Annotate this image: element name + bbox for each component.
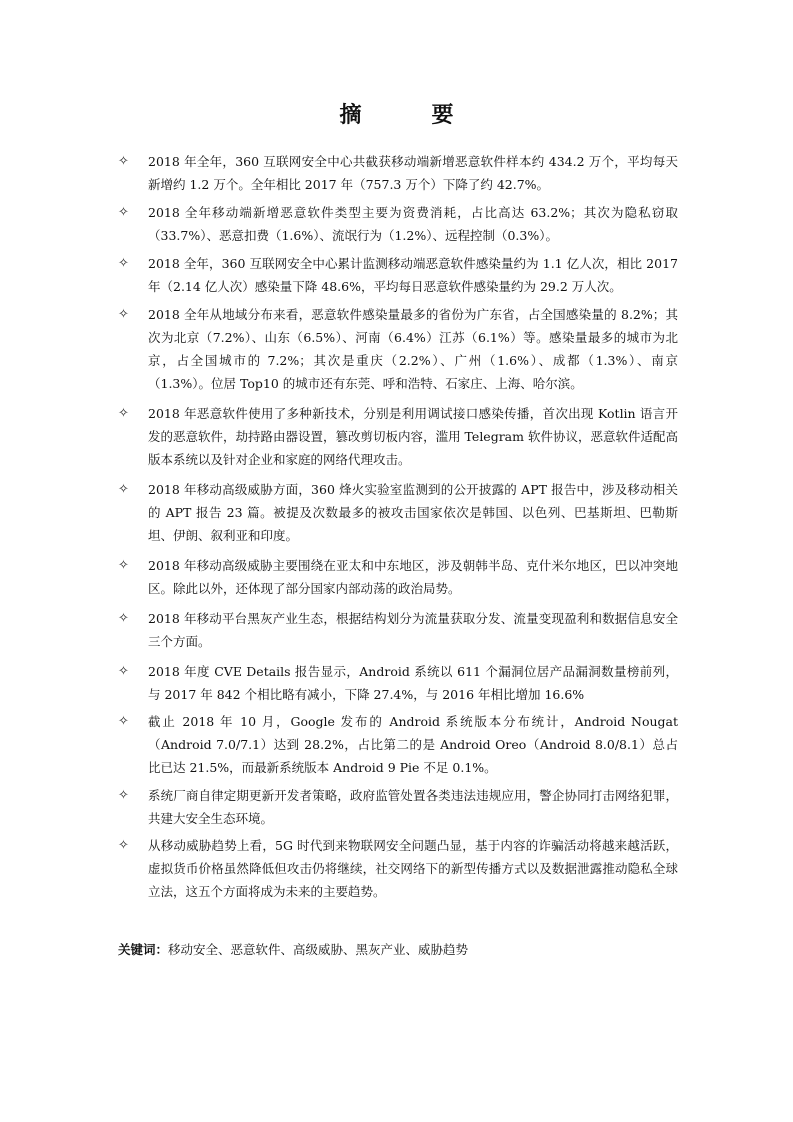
summary-item-text: 2018 年度 CVE Details 报告显示，Android 系统以 611 个漏洞位居产品漏洞数量榜前列，与 2017 年 842 个相比略有减小，下降 27.4%，与 2016 年相比增加 16.6% bbox=[148, 664, 678, 702]
summary-item bbox=[118, 834, 678, 903]
diamond-bullet-icon: ✧ bbox=[118, 406, 129, 421]
summary-item bbox=[118, 478, 678, 547]
diamond-bullet-icon: ✧ bbox=[118, 307, 129, 322]
summary-item bbox=[118, 150, 678, 196]
summary-item-text: 2018 全年移动端新增恶意软件类型主要为资费消耗，占比高达 63.2%；其次为隐私窃取（33.7%）、恶意扣费（1.6%）、流氓行为（1.2%）、远程控制（0.3%）。 bbox=[148, 205, 678, 243]
diamond-bullet-icon: ✧ bbox=[118, 558, 129, 573]
keywords-label: 关键词： bbox=[118, 942, 169, 957]
diamond-bullet-icon: ✧ bbox=[118, 482, 129, 497]
diamond-bullet-icon: ✧ bbox=[118, 154, 129, 169]
summary-item-text: 2018 年恶意软件使用了多种新技术，分别是利用调试接口感染传播，首次出现 Kotlin 语言开发的恶意软件，劫持路由器设置，篡改剪切板内容，滥用 Telegram 软件协议，恶意软件适配高版本系统以及针对企业和家庭的网络代理攻击。 bbox=[148, 406, 678, 467]
keywords-line bbox=[118, 938, 678, 961]
summary-item bbox=[118, 201, 678, 247]
summary-item-text: 2018 年移动平台黑灰产业生态，根据结构划分为流量获取分发、流量变现盈利和数据信息安全三个方面。 bbox=[148, 611, 678, 649]
summary-item-text: 从移动威胁趋势上看，5G 时代到来物联网安全问题凸显，基于内容的诈骗活动将越来越活跃，虚拟货币价格虽然降低但攻击仍将继续，社交网络下的新型传播方式以及数据泄露推动隐私全球立法，这五个方面将成为未来的主要趋势。 bbox=[148, 838, 678, 899]
summary-item bbox=[118, 402, 678, 471]
summary-item-text: 2018 年移动高级威胁主要围绕在亚太和中东地区，涉及朝韩半岛、克什米尔地区，巴以冲突地区。除此以外，还体现了部分国家内部动荡的政治局势。 bbox=[148, 558, 678, 596]
summary-item bbox=[118, 554, 678, 600]
diamond-bullet-icon: ✧ bbox=[118, 714, 129, 729]
summary-list bbox=[118, 150, 678, 903]
summary-item-text: 2018 年全年，360 互联网安全中心共截获移动端新增恶意软件样本约 434.2 万个，平均每天新增约 1.2 万个。全年相比 2017 年（757.3 万个）下降了约 42.7%。 bbox=[148, 154, 678, 192]
summary-item bbox=[118, 660, 678, 706]
summary-item-text: 2018 全年，360 互联网安全中心累计监测移动端恶意软件感染量约为 1.1 亿人次，相比 2017 年（2.14 亿人次）感染量下降 48.6%，平均每日恶意软件感染量约为 29.2 万人次。 bbox=[148, 256, 678, 294]
summary-item bbox=[118, 607, 678, 653]
summary-item-text: 2018 年移动高级威胁方面，360 烽火实验室监测到的公开披露的 APT 报告中，涉及移动相关的 APT 报告 23 篇。被提及次数最多的被攻击国家依次是韩国、以色列、巴基斯坦、巴勒斯坦、伊朗、叙利亚和印度。 bbox=[148, 482, 678, 543]
diamond-bullet-icon: ✧ bbox=[118, 838, 129, 853]
page-title: 摘 要 bbox=[339, 103, 478, 128]
diamond-bullet-icon: ✧ bbox=[118, 611, 129, 626]
diamond-bullet-icon: ✧ bbox=[118, 205, 129, 220]
diamond-bullet-icon: ✧ bbox=[118, 256, 129, 271]
summary-item bbox=[118, 252, 678, 298]
summary-item-text: 2018 全年从地域分布来看，恶意软件感染量最多的省份为广东省，占全国感染量的 8.2%；其次为北京（7.2%）、山东（6.5%）、河南（6.4%）江苏（6.1%）等。感染量最多的城市为北京，占全国城市的 7.2%；其次是重庆（2.2%）、广州（1.6%）、成都（1.3%）、南京（1.3%）。位居 Top10 的城市还有东莞、呼和浩特、石家庄、上海、哈尔滨。 bbox=[148, 307, 678, 391]
diamond-bullet-icon: ✧ bbox=[118, 664, 129, 679]
summary-item bbox=[118, 303, 678, 395]
keywords-text: 移动安全、恶意软件、高级威胁、黑灰产业、威胁趋势 bbox=[168, 942, 469, 957]
summary-item-text: 系统厂商自律定期更新开发者策略，政府监管处置各类违法违规应用，警企协同打击网络犯罪，共建大安全生态环境。 bbox=[148, 788, 678, 826]
summary-item bbox=[118, 710, 678, 779]
summary-item-text: 截止 2018 年 10 月，Google 发布的 Android 系统版本分布统计，Android Nougat（Android 7.0/7.1）达到 28.2%，占比第二的是 Android Oreo（Android 8.0/8.1）总占比已达 21.5%，而最新系统版本 Android 9 Pie 不足 0.1%。 bbox=[148, 714, 678, 775]
diamond-bullet-icon: ✧ bbox=[118, 788, 129, 803]
summary-item bbox=[118, 784, 678, 830]
